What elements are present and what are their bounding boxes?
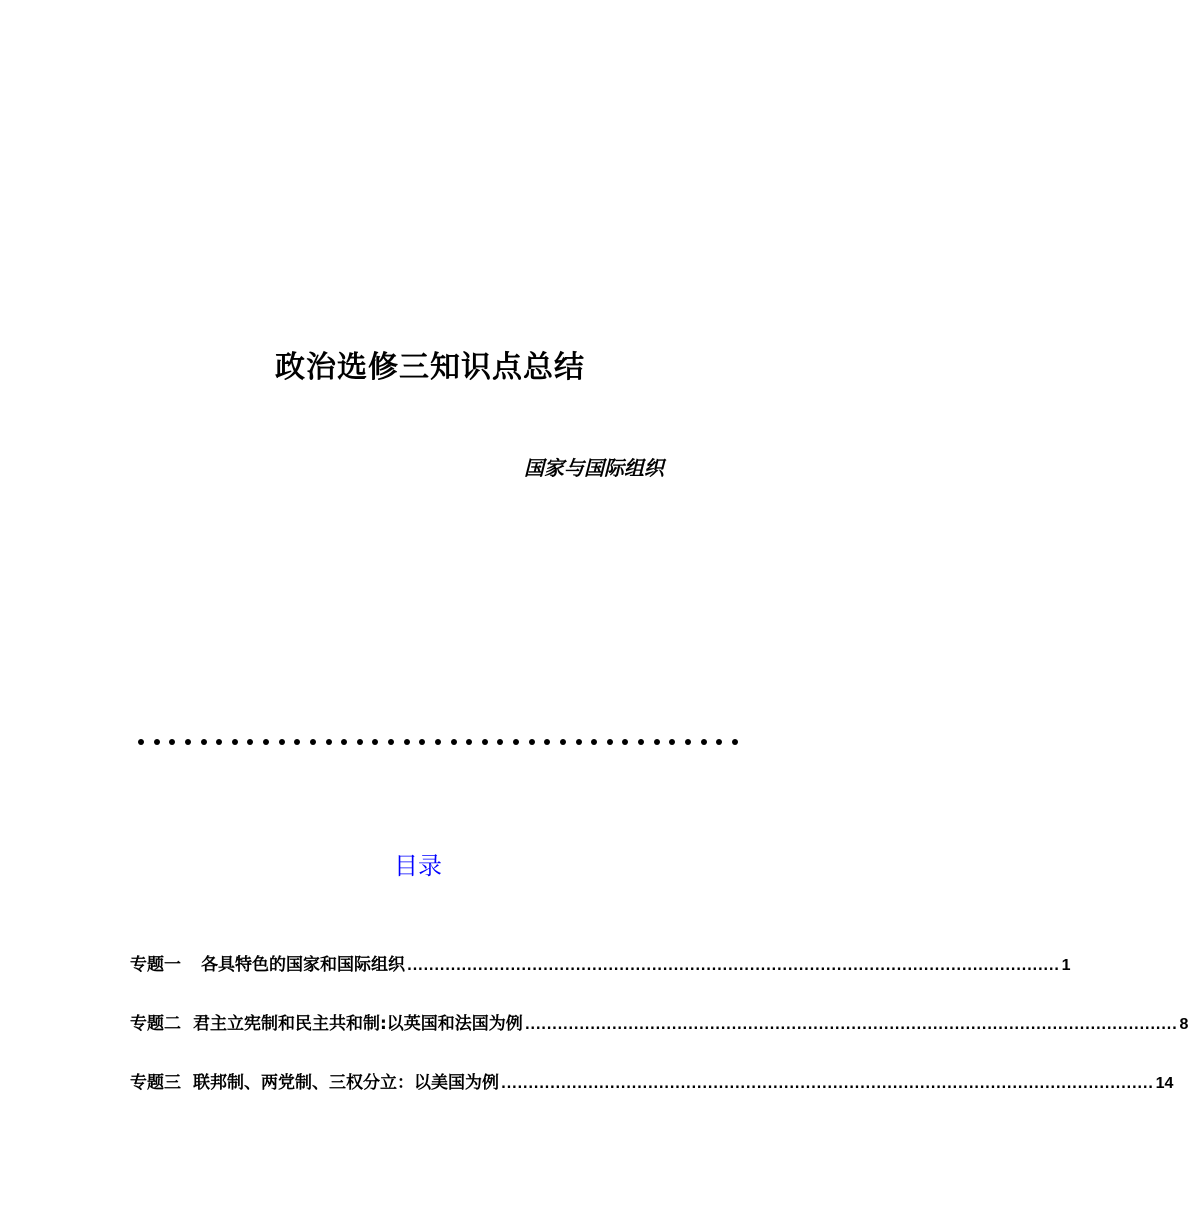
separator-dot (169, 739, 175, 745)
toc-entry-3[interactable] (130, 1068, 1174, 1094)
separator-dot (388, 739, 394, 745)
separator-dot (357, 739, 363, 745)
separator-dot (294, 739, 300, 745)
separator-dot (638, 739, 644, 745)
separator-dot (497, 739, 503, 745)
separator-dot (372, 739, 378, 745)
dotted-separator (138, 738, 738, 746)
toc-dot-leader: ........................................................................................................................ (501, 1077, 1154, 1092)
toc-entry-page: 14 (1155, 1075, 1174, 1092)
toc-entry-text: 各具特色的国家和国际组织 (201, 955, 405, 975)
separator-dot (732, 739, 738, 745)
separator-dot (138, 739, 144, 745)
toc-entry-text: 君主立宪制和民主共和制:以英国和法国为例 (193, 1014, 523, 1034)
toc-entry-label: 专题一 (130, 955, 181, 975)
document-subtitle: 国家与国际组织 (524, 456, 664, 480)
toc-entry-label: 专题三 (130, 1073, 181, 1093)
toc-list (130, 950, 1188, 1127)
separator-dot (404, 739, 410, 745)
separator-dot (685, 739, 691, 745)
separator-dot (201, 739, 207, 745)
separator-dot (716, 739, 722, 745)
separator-dot (529, 739, 535, 745)
separator-dot (466, 739, 472, 745)
separator-dot (279, 739, 285, 745)
separator-dot (419, 739, 425, 745)
separator-dot (513, 739, 519, 745)
separator-dot (216, 739, 222, 745)
toc-entry-2[interactable] (130, 1009, 1188, 1035)
separator-dot (622, 739, 628, 745)
toc-dot-leader: ........................................................................................................................ (524, 1018, 1178, 1033)
separator-dot (185, 739, 191, 745)
toc-entry-label: 专题二 (130, 1014, 181, 1034)
separator-dot (607, 739, 613, 745)
toc-heading: 目录 (394, 852, 442, 880)
separator-dot (482, 739, 488, 745)
toc-dot-leader: ........................................................................................................................ (407, 959, 1060, 974)
separator-dot (232, 739, 238, 745)
document-title: 政治选修三知识点总结 (275, 350, 585, 385)
separator-dot (310, 739, 316, 745)
separator-dot (560, 739, 566, 745)
separator-dot (435, 739, 441, 745)
toc-entry-1[interactable] (130, 950, 1071, 976)
separator-dot (701, 739, 707, 745)
separator-dot (451, 739, 457, 745)
separator-dot (576, 739, 582, 745)
toc-entry-text: 联邦制、两党制、三权分立：以美国为例 (193, 1073, 499, 1093)
separator-dot (247, 739, 253, 745)
separator-dot (341, 739, 347, 745)
toc-entry-page: 8 (1179, 1016, 1188, 1033)
separator-dot (326, 739, 332, 745)
separator-dot (544, 739, 550, 745)
separator-dot (591, 739, 597, 745)
separator-dot (154, 739, 160, 745)
separator-dot (654, 739, 660, 745)
separator-dot (669, 739, 675, 745)
toc-entry-page: 1 (1061, 957, 1071, 974)
separator-dot (263, 739, 269, 745)
